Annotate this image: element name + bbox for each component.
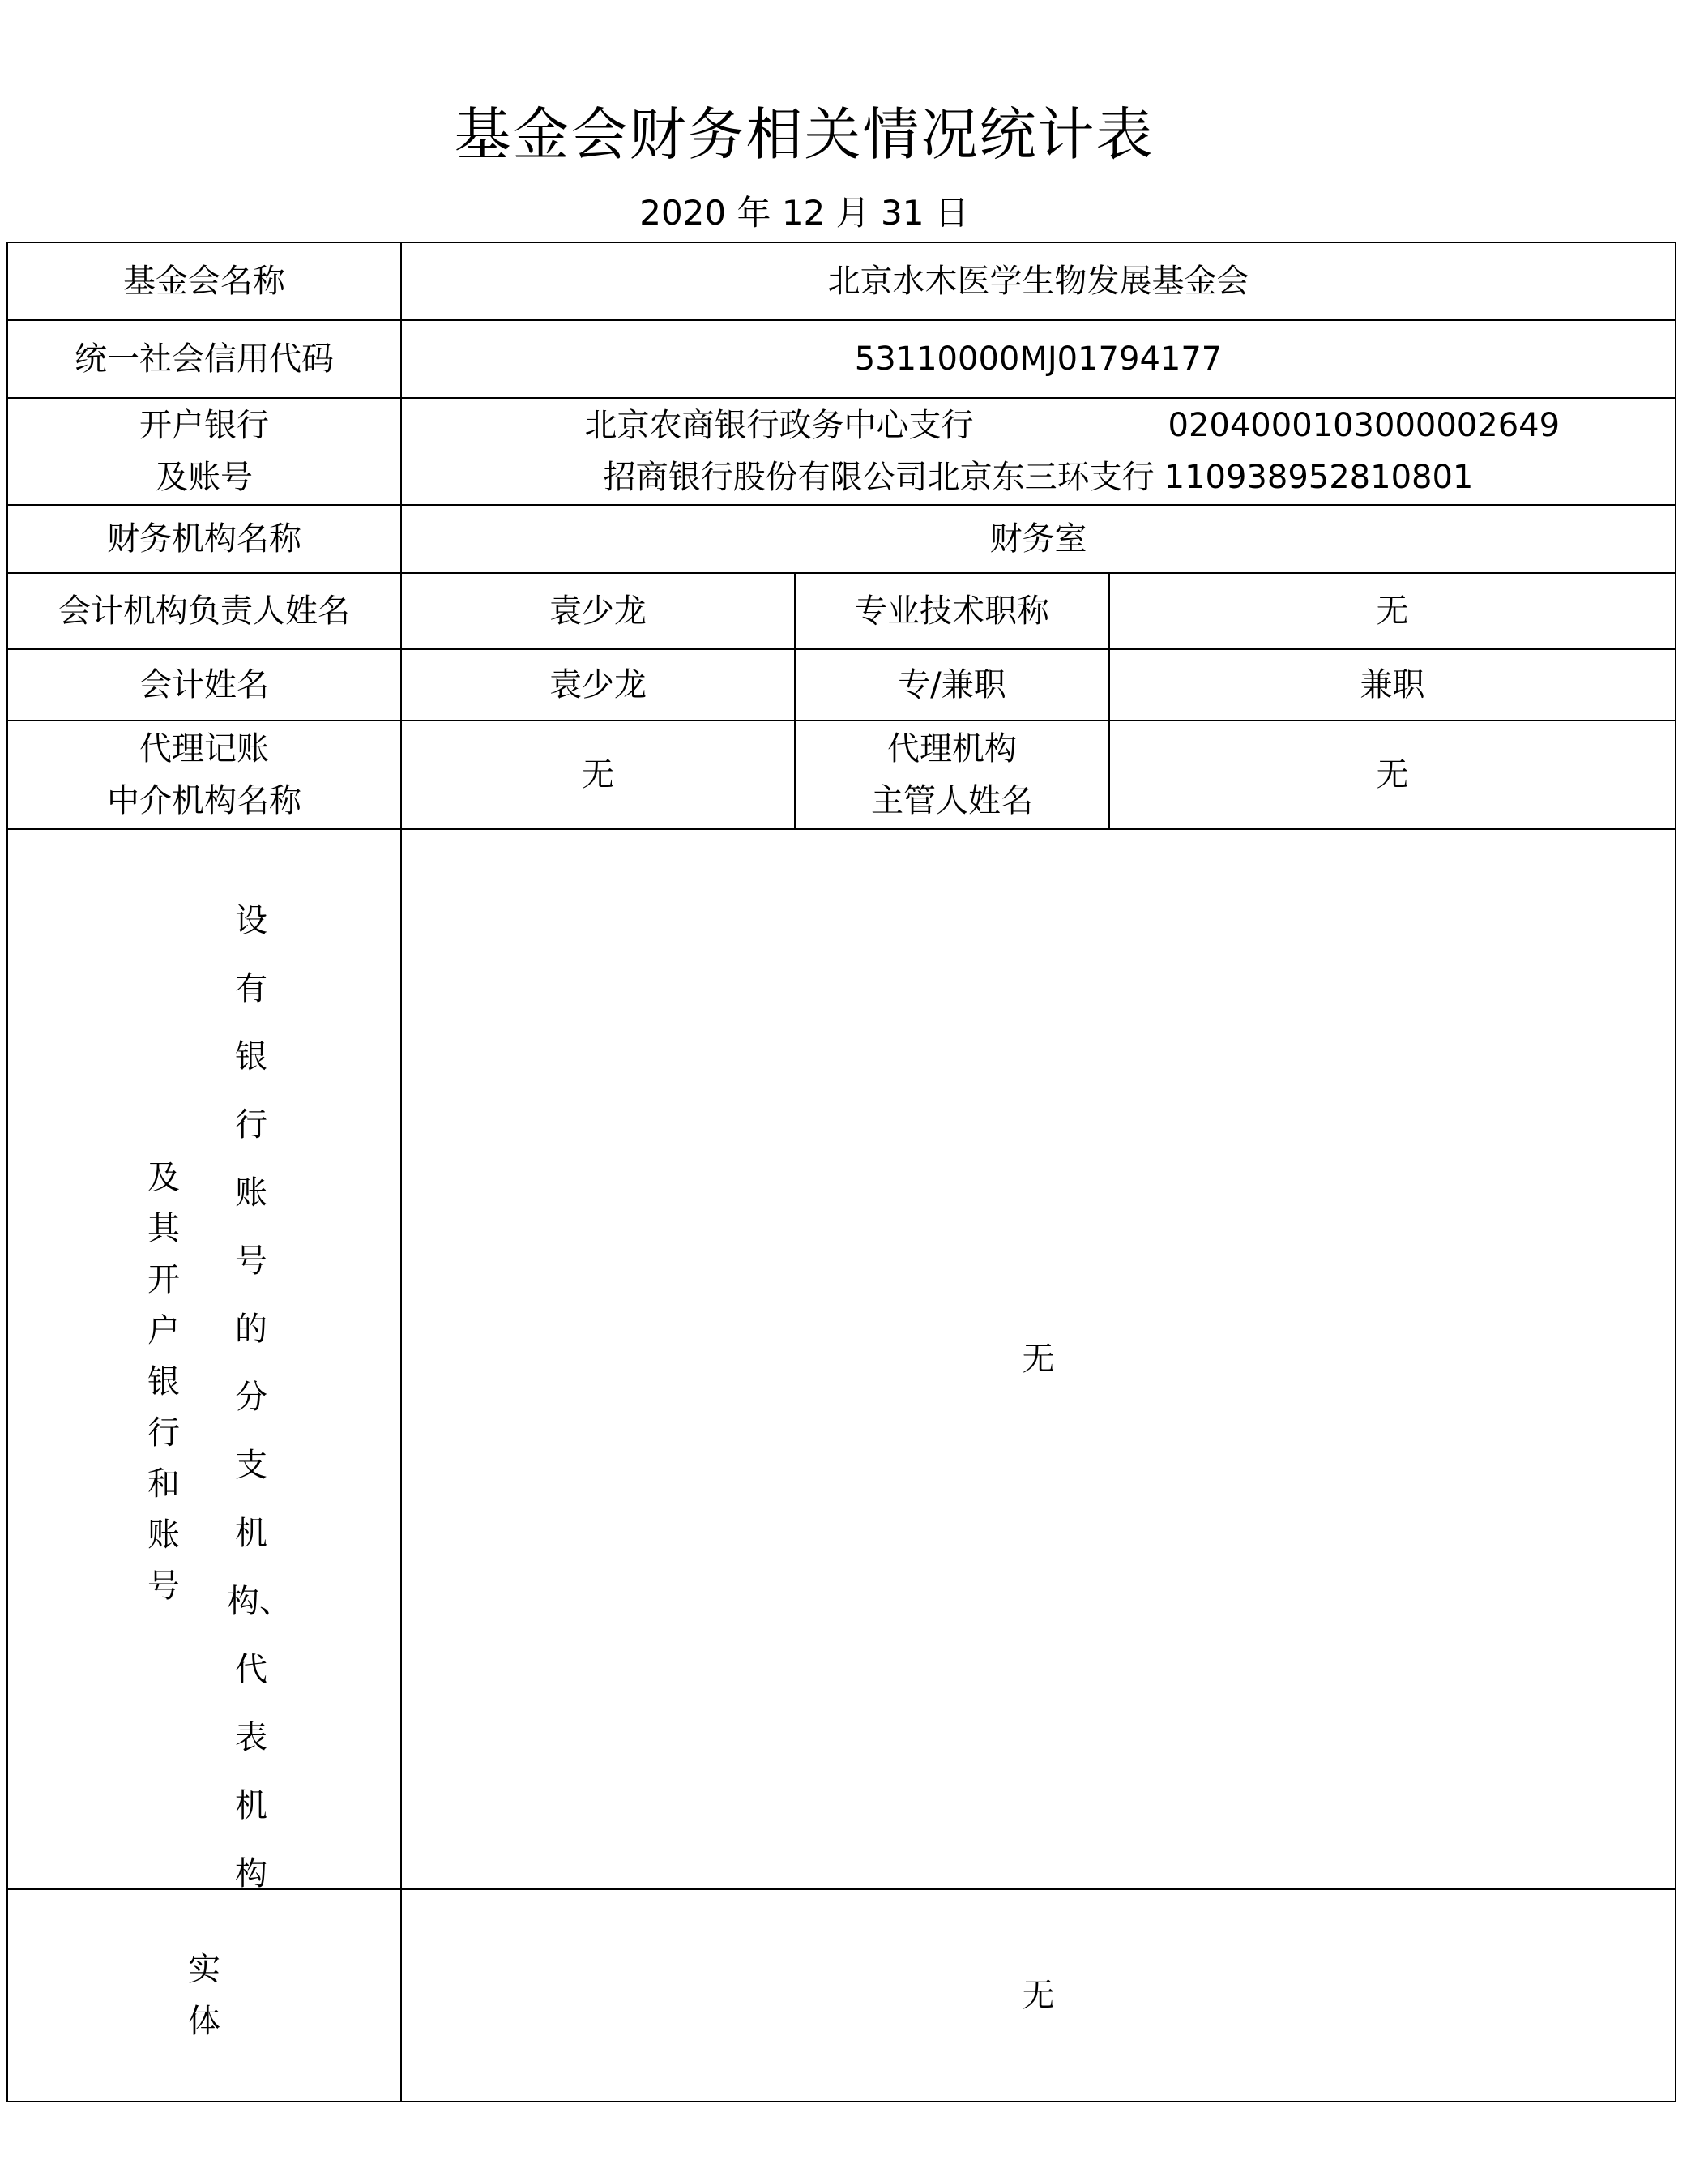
label-char: 代 — [235, 1651, 267, 1688]
table-row — [7, 320, 1676, 398]
agency-value: 无 — [401, 721, 795, 829]
label-char: 体 — [188, 2003, 220, 2040]
bank-account-item — [402, 400, 1675, 451]
label-char: 账 — [147, 1516, 180, 1554]
label-char: 号 — [235, 1242, 267, 1280]
accountant-label: 会计姓名 — [7, 649, 401, 721]
label-char: 机 — [235, 1787, 267, 1824]
label-char: 行 — [147, 1414, 180, 1452]
bank-account-number: 0204000103000002649 — [1168, 407, 1561, 444]
branches-label-vertical — [8, 830, 400, 1888]
report-date: 2020 年 12 月 31 日 — [639, 193, 969, 233]
employment-type-value: 兼职 — [1109, 649, 1676, 721]
foundation-name-value: 北京水木医学生物发展基金会 — [401, 242, 1676, 320]
table-row — [7, 573, 1676, 649]
label-char: 构、 — [227, 1583, 292, 1620]
finance-dept-label: 财务机构名称 — [7, 505, 401, 573]
accounting-head-value: 袁少龙 — [401, 573, 795, 649]
bank-label — [7, 398, 401, 505]
label-char: 构 — [235, 1855, 267, 1889]
label-char: 支 — [235, 1447, 267, 1484]
agency-label — [7, 721, 401, 829]
branches-value: 无 — [401, 829, 1676, 1889]
label-char: 其 — [147, 1210, 180, 1247]
agency-manager-label-line1: 代理机构 — [887, 730, 1017, 768]
label-char: 行 — [235, 1106, 267, 1144]
label-char: 号 — [147, 1567, 180, 1605]
label-char: 账 — [235, 1174, 267, 1212]
label-char: 有 — [235, 970, 267, 1007]
table-row — [7, 829, 1676, 1889]
label-char: 户 — [147, 1312, 180, 1349]
agency-label-line2: 中介机构名称 — [107, 782, 301, 819]
agency-manager-label — [795, 721, 1109, 829]
table-row — [7, 398, 1676, 505]
table-row — [7, 505, 1676, 573]
branches-label — [7, 829, 401, 1889]
statistics-table — [6, 242, 1676, 2102]
agency-manager-value: 无 — [1109, 721, 1676, 829]
label-char: 分 — [235, 1379, 267, 1416]
label-char: 银 — [147, 1363, 180, 1401]
employment-type-label: 专/兼职 — [795, 649, 1109, 721]
finance-dept-value: 财务室 — [401, 505, 1676, 573]
bank-account-item — [402, 451, 1675, 503]
bank-name: 招商银行股份有限公司北京东三环支行 — [603, 459, 1155, 496]
table-row — [7, 649, 1676, 721]
table-row — [7, 242, 1676, 320]
entity-value: 无 — [401, 1889, 1676, 2102]
agency-label-line1: 代理记账 — [139, 730, 269, 768]
entity-label — [7, 1889, 401, 2102]
foundation-name-label: 基金会名称 — [7, 242, 401, 320]
branches-label-column-right — [227, 887, 292, 1889]
bank-name: 北京农商银行政务中心支行 — [584, 407, 974, 444]
label-char: 和 — [147, 1465, 180, 1503]
agency-manager-label-line2: 主管人姓名 — [871, 782, 1033, 819]
label-char: 机 — [235, 1515, 267, 1552]
professional-title-value: 无 — [1109, 573, 1676, 649]
label-char: 的 — [235, 1311, 267, 1348]
accounting-head-label: 会计机构负责人姓名 — [7, 573, 401, 649]
table-row — [7, 721, 1676, 829]
bank-accounts-cell — [401, 398, 1676, 505]
page-title: 基金会财务相关情况统计表 — [454, 101, 1155, 168]
bank-label-line2: 及账号 — [156, 459, 253, 496]
label-char: 银 — [235, 1038, 267, 1076]
label-char: 开 — [147, 1261, 180, 1298]
accountant-value: 袁少龙 — [401, 649, 795, 721]
credit-code-value: 53110000MJ01794177 — [401, 320, 1676, 398]
professional-title-label: 专业技术职称 — [795, 573, 1109, 649]
bank-label-line1: 开户银行 — [139, 407, 269, 444]
table-row — [7, 1889, 1676, 2102]
branches-label-column-left — [139, 1153, 188, 1612]
bank-account-number: 110938952810801 — [1164, 459, 1474, 496]
credit-code-label: 统一社会信用代码 — [7, 320, 401, 398]
label-char: 实 — [188, 1951, 220, 1988]
label-char: 设 — [235, 902, 267, 939]
label-char: 及 — [147, 1159, 180, 1196]
label-char: 表 — [235, 1719, 267, 1756]
